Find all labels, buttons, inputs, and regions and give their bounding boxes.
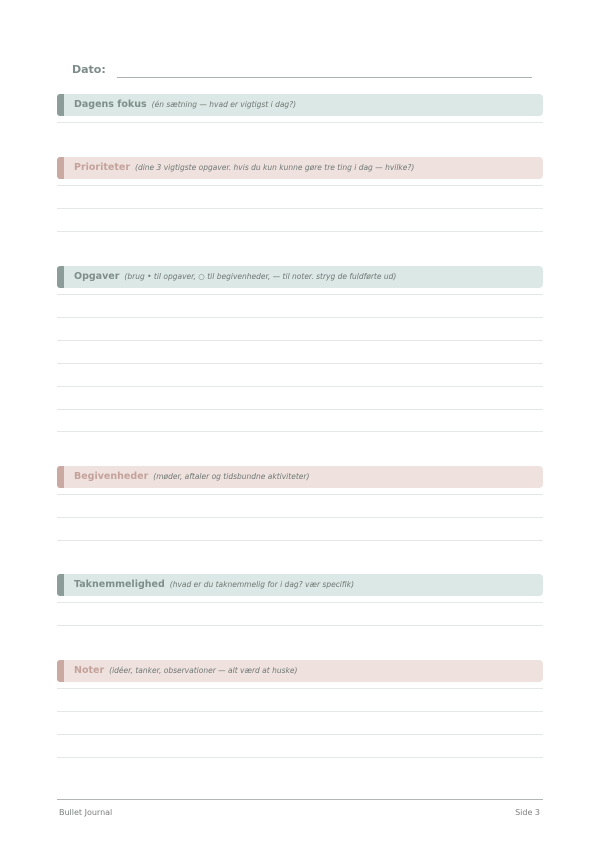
write-line[interactable] — [57, 517, 543, 518]
section-header-gratitude — [57, 574, 543, 596]
date-label: Dato: — [72, 63, 106, 76]
write-line[interactable] — [57, 409, 543, 410]
write-line[interactable] — [57, 688, 543, 689]
write-line[interactable] — [57, 122, 543, 123]
write-line[interactable] — [57, 734, 543, 735]
write-line[interactable] — [57, 317, 543, 318]
write-line[interactable] — [57, 602, 543, 603]
section-header-events — [57, 466, 543, 488]
section-title: Dagens fokus (én sætning — hvad er vigtigst i dag?) — [74, 99, 297, 110]
section-header-focus — [57, 94, 543, 116]
section-hint: (hvad er du taknemmelig for i dag? vær specifik) — [169, 580, 355, 589]
write-line[interactable] — [57, 494, 543, 495]
section-accent-bar — [57, 157, 64, 179]
section-title: Begivenheder (møder, aftaler og tidsbundne aktiviteter) — [74, 471, 310, 482]
footer-journal-name: Bullet Journal — [59, 808, 113, 817]
section-hint: (idéer, tanker, observationer — alt værd at huske) — [109, 666, 298, 675]
section-hint: (dine 3 vigtigste opgaver. hvis du kun kunne gøre tre ting i dag — hvilke?) — [135, 163, 415, 172]
section-title: Opgaver (brug • til opgaver, ○ til begivenheder, — til noter. stryg de fuldførte ud) — [74, 271, 397, 282]
write-line[interactable] — [57, 363, 543, 364]
write-line[interactable] — [57, 711, 543, 712]
write-line[interactable] — [57, 294, 543, 295]
date-input-line[interactable] — [117, 77, 532, 78]
section-hint: (én sætning — hvad er vigtigst i dag?) — [151, 100, 297, 109]
section-accent-bar — [57, 574, 64, 596]
section-accent-bar — [57, 266, 64, 288]
section-title: Taknemmelighed (hvad er du taknemmelig for i dag? vær specifik) — [74, 579, 355, 590]
section-header-tasks — [57, 266, 543, 288]
footer-divider — [57, 799, 543, 800]
write-line[interactable] — [57, 185, 543, 186]
section-hint: (møder, aftaler og tidsbundne aktiviteter) — [153, 472, 310, 481]
section-accent-bar — [57, 660, 64, 682]
section-title: Noter (idéer, tanker, observationer — alt værd at huske) — [74, 665, 298, 676]
section-header-notes — [57, 660, 543, 682]
write-line[interactable] — [57, 386, 543, 387]
write-line[interactable] — [57, 340, 543, 341]
write-line[interactable] — [57, 208, 543, 209]
section-header-priorities — [57, 157, 543, 179]
section-accent-bar — [57, 466, 64, 488]
write-line[interactable] — [57, 231, 543, 232]
write-line[interactable] — [57, 625, 543, 626]
write-line[interactable] — [57, 540, 543, 541]
section-hint: (brug • til opgaver, ○ til begivenheder, — til noter. stryg de fuldførte ud) — [124, 272, 397, 281]
section-accent-bar — [57, 94, 64, 116]
footer-page-number: Side 3 — [515, 808, 540, 817]
write-line[interactable] — [57, 431, 543, 432]
section-title: Prioriteter (dine 3 vigtigste opgaver. hvis du kun kunne gøre tre ting i dag — hvilke?) — [74, 162, 415, 173]
date-row — [72, 62, 532, 82]
write-line[interactable] — [57, 757, 543, 758]
